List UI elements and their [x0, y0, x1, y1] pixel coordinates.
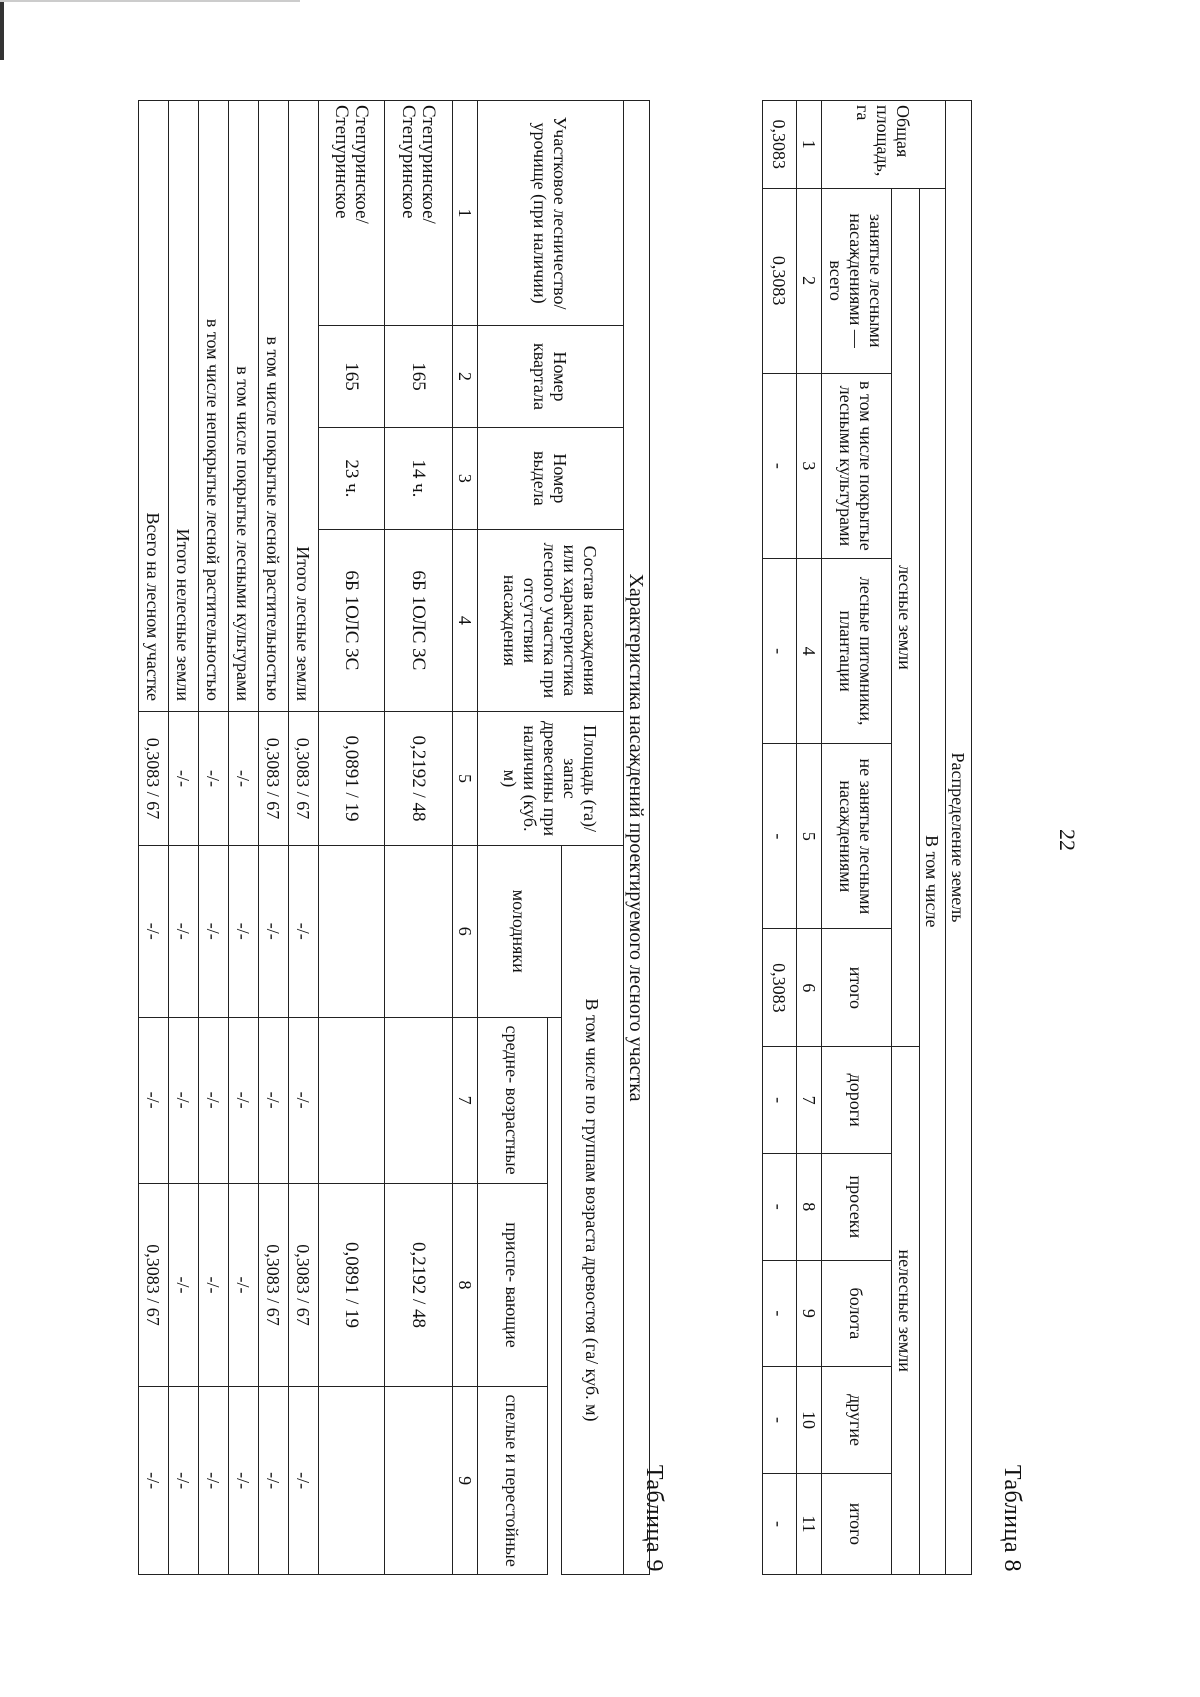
table-cell: 0,2192 / 48	[385, 1183, 453, 1387]
column-number: 7	[797, 1047, 822, 1154]
summary-label: в том числе покрытые лесной растительностью	[259, 101, 289, 712]
table8-caption: Таблица 8	[999, 1464, 1025, 1572]
table8-land-distribution	[762, 100, 972, 1575]
summary-row	[139, 101, 169, 1575]
table-cell: -/-	[199, 1017, 229, 1183]
column-header: просеки	[822, 1153, 892, 1260]
table-cell: -/-	[259, 845, 289, 1017]
column-number: 1	[453, 101, 478, 326]
table-cell: -/-	[289, 845, 319, 1017]
summary-row	[169, 101, 199, 1575]
table-cell: 0,3083 / 67	[139, 1183, 169, 1387]
table-cell: 165	[319, 326, 385, 428]
table-cell	[319, 1017, 385, 1183]
table-cell	[319, 1387, 385, 1575]
table-cell: -/-	[169, 712, 199, 846]
column-number: 5	[797, 744, 822, 929]
table-cell: -	[763, 1473, 797, 1574]
table-cell: -/-	[169, 1387, 199, 1575]
table-cell: -	[763, 1153, 797, 1260]
column-header: не занятые лесными насаждениями	[822, 744, 892, 929]
table-cell: 0,0891 / 19	[319, 1183, 385, 1387]
summary-label: Всего на лесном участке	[139, 101, 169, 712]
table-cell: -/-	[229, 1017, 259, 1183]
nonforest-lands-header: нелесные земли	[892, 1047, 920, 1575]
table-cell: Степуринское/ Степуринское	[319, 101, 385, 326]
column-number: 2	[453, 326, 478, 428]
table-cell	[385, 1387, 453, 1575]
column-number: 4	[453, 529, 478, 711]
table-row	[319, 101, 385, 1575]
page-number: 22	[1055, 829, 1080, 851]
forest-lands-header: лесные земли	[892, 188, 920, 1047]
table-cell: -	[763, 1047, 797, 1154]
table-cell: 6Б 1ОЛС 3С	[319, 529, 385, 711]
column-number: 7	[453, 1017, 478, 1183]
table-cell: -/-	[229, 845, 259, 1017]
table-cell: 14 ч.	[385, 427, 453, 529]
table-cell: -	[763, 559, 797, 744]
table-cell: -/-	[169, 1183, 199, 1387]
young-header: молодняки	[478, 845, 562, 1017]
section-header: Номер выдела	[478, 427, 624, 529]
scan-edge	[0, 0, 300, 2]
table-cell: 6Б 1ОЛС 3С	[385, 529, 453, 711]
table-cell: 0,3083	[763, 101, 797, 189]
total-area-header: Общая площадь, га	[822, 101, 946, 189]
table-cell: -/-	[199, 1183, 229, 1387]
column-number: 3	[453, 427, 478, 529]
column-number: 11	[797, 1473, 822, 1574]
summary-label: Итого нелесные земли	[169, 101, 199, 712]
table-cell	[385, 845, 453, 1017]
column-number-row	[797, 101, 822, 1575]
summary-label: Итого лесные земли	[289, 101, 319, 712]
column-number: 2	[797, 188, 822, 373]
premature-header: приспе- вающие	[478, 1183, 548, 1387]
composition-header: Состав насаждения или характеристика лесного участка при отсутствии насаждения	[478, 529, 624, 711]
table-row	[385, 101, 453, 1575]
column-header: итого	[822, 929, 892, 1047]
table-cell: -/-	[289, 1387, 319, 1575]
table-cell: -/-	[229, 1183, 259, 1387]
column-header: итого	[822, 1473, 892, 1574]
column-number: 5	[453, 712, 478, 846]
table-cell: -/-	[139, 845, 169, 1017]
summary-row	[289, 101, 319, 1575]
table-cell: 0,3083 / 67	[289, 1183, 319, 1387]
table-cell: -/-	[259, 1387, 289, 1575]
summary-label: в том числе непокрытые лесной растительностью	[199, 101, 229, 712]
table-cell: Степуринское/ Степуринское	[385, 101, 453, 326]
table-cell: -	[763, 373, 797, 558]
table-cell: 0,0891 / 19	[319, 712, 385, 846]
summary-label: в том числе покрытые лесными культурами	[229, 101, 259, 712]
table-cell: 0,3083	[763, 929, 797, 1047]
summary-row	[199, 101, 229, 1575]
table-cell: -/-	[169, 845, 199, 1017]
table-cell: -/-	[199, 845, 229, 1017]
table-cell: -	[763, 1260, 797, 1367]
table-cell: 0,3083 / 67	[139, 712, 169, 846]
table-cell	[385, 1017, 453, 1183]
table-cell: -/-	[259, 1017, 289, 1183]
table9-caption: Таблица 9	[641, 1464, 667, 1572]
table-cell: -	[763, 744, 797, 929]
column-number-row	[453, 101, 478, 1575]
table-cell: 0,3083	[763, 188, 797, 373]
table-cell: 23 ч.	[319, 427, 385, 529]
middle-header: средне- возрастные	[478, 1017, 548, 1183]
column-header: в том числе покрытые лесными культурами	[822, 373, 892, 558]
column-header: лесные питомники, плантации	[822, 559, 892, 744]
table-cell: -/-	[229, 1387, 259, 1575]
age-groups-header: В том числе по группам возраста древостоя (га/ куб. м)	[562, 845, 624, 1574]
column-header: занятые лесными насаждениями — всего	[822, 188, 892, 373]
table-cell: -	[763, 1367, 797, 1474]
column-number: 9	[453, 1387, 478, 1575]
summary-row	[229, 101, 259, 1575]
forestry-header: Участковое лесничество/ урочище (при наличии)	[478, 101, 624, 326]
table-cell: -/-	[169, 1017, 199, 1183]
table-cell: -/-	[199, 1387, 229, 1575]
column-header: дороги	[822, 1047, 892, 1154]
table-cell: 0,2192 / 48	[385, 712, 453, 846]
mature-header: спелые и перестойные	[478, 1387, 548, 1575]
table-cell: -/-	[139, 1387, 169, 1575]
table-cell: 165	[385, 326, 453, 428]
table-cell	[319, 845, 385, 1017]
column-number: 4	[797, 559, 822, 744]
table-cell: 0,3083 / 67	[289, 712, 319, 846]
table9-title: Характеристика насаждений проектируемого лесного участка	[624, 101, 650, 1575]
column-number: 3	[797, 373, 822, 558]
column-header: болота	[822, 1260, 892, 1367]
column-number: 8	[797, 1153, 822, 1260]
summary-row	[259, 101, 289, 1575]
quarter-header: Номер квартала	[478, 326, 624, 428]
table9-stand-characteristics	[138, 100, 650, 1575]
column-number: 1	[797, 101, 822, 189]
document-sheet	[143, 100, 1080, 1580]
spacer-cell	[548, 1017, 562, 1575]
area-header: Площадь (га)/запас древесины при наличии (куб. м)	[478, 712, 624, 846]
scan-edge	[0, 0, 4, 60]
column-number: 10	[797, 1367, 822, 1474]
distribution-header: Распределение земель	[946, 101, 972, 1575]
table-cell: -/-	[139, 1017, 169, 1183]
table-cell: -/-	[229, 712, 259, 846]
column-number: 6	[797, 929, 822, 1047]
table-cell: 0,3083 / 67	[259, 1183, 289, 1387]
table-row	[763, 101, 797, 1575]
column-header: другие	[822, 1367, 892, 1474]
table-cell: 0,3083 / 67	[259, 712, 289, 846]
column-number: 6	[453, 845, 478, 1017]
table-cell: -/-	[289, 1017, 319, 1183]
column-number: 9	[797, 1260, 822, 1367]
including-header: В том числе	[920, 188, 946, 1574]
table-cell: -/-	[199, 712, 229, 846]
column-number: 8	[453, 1183, 478, 1387]
